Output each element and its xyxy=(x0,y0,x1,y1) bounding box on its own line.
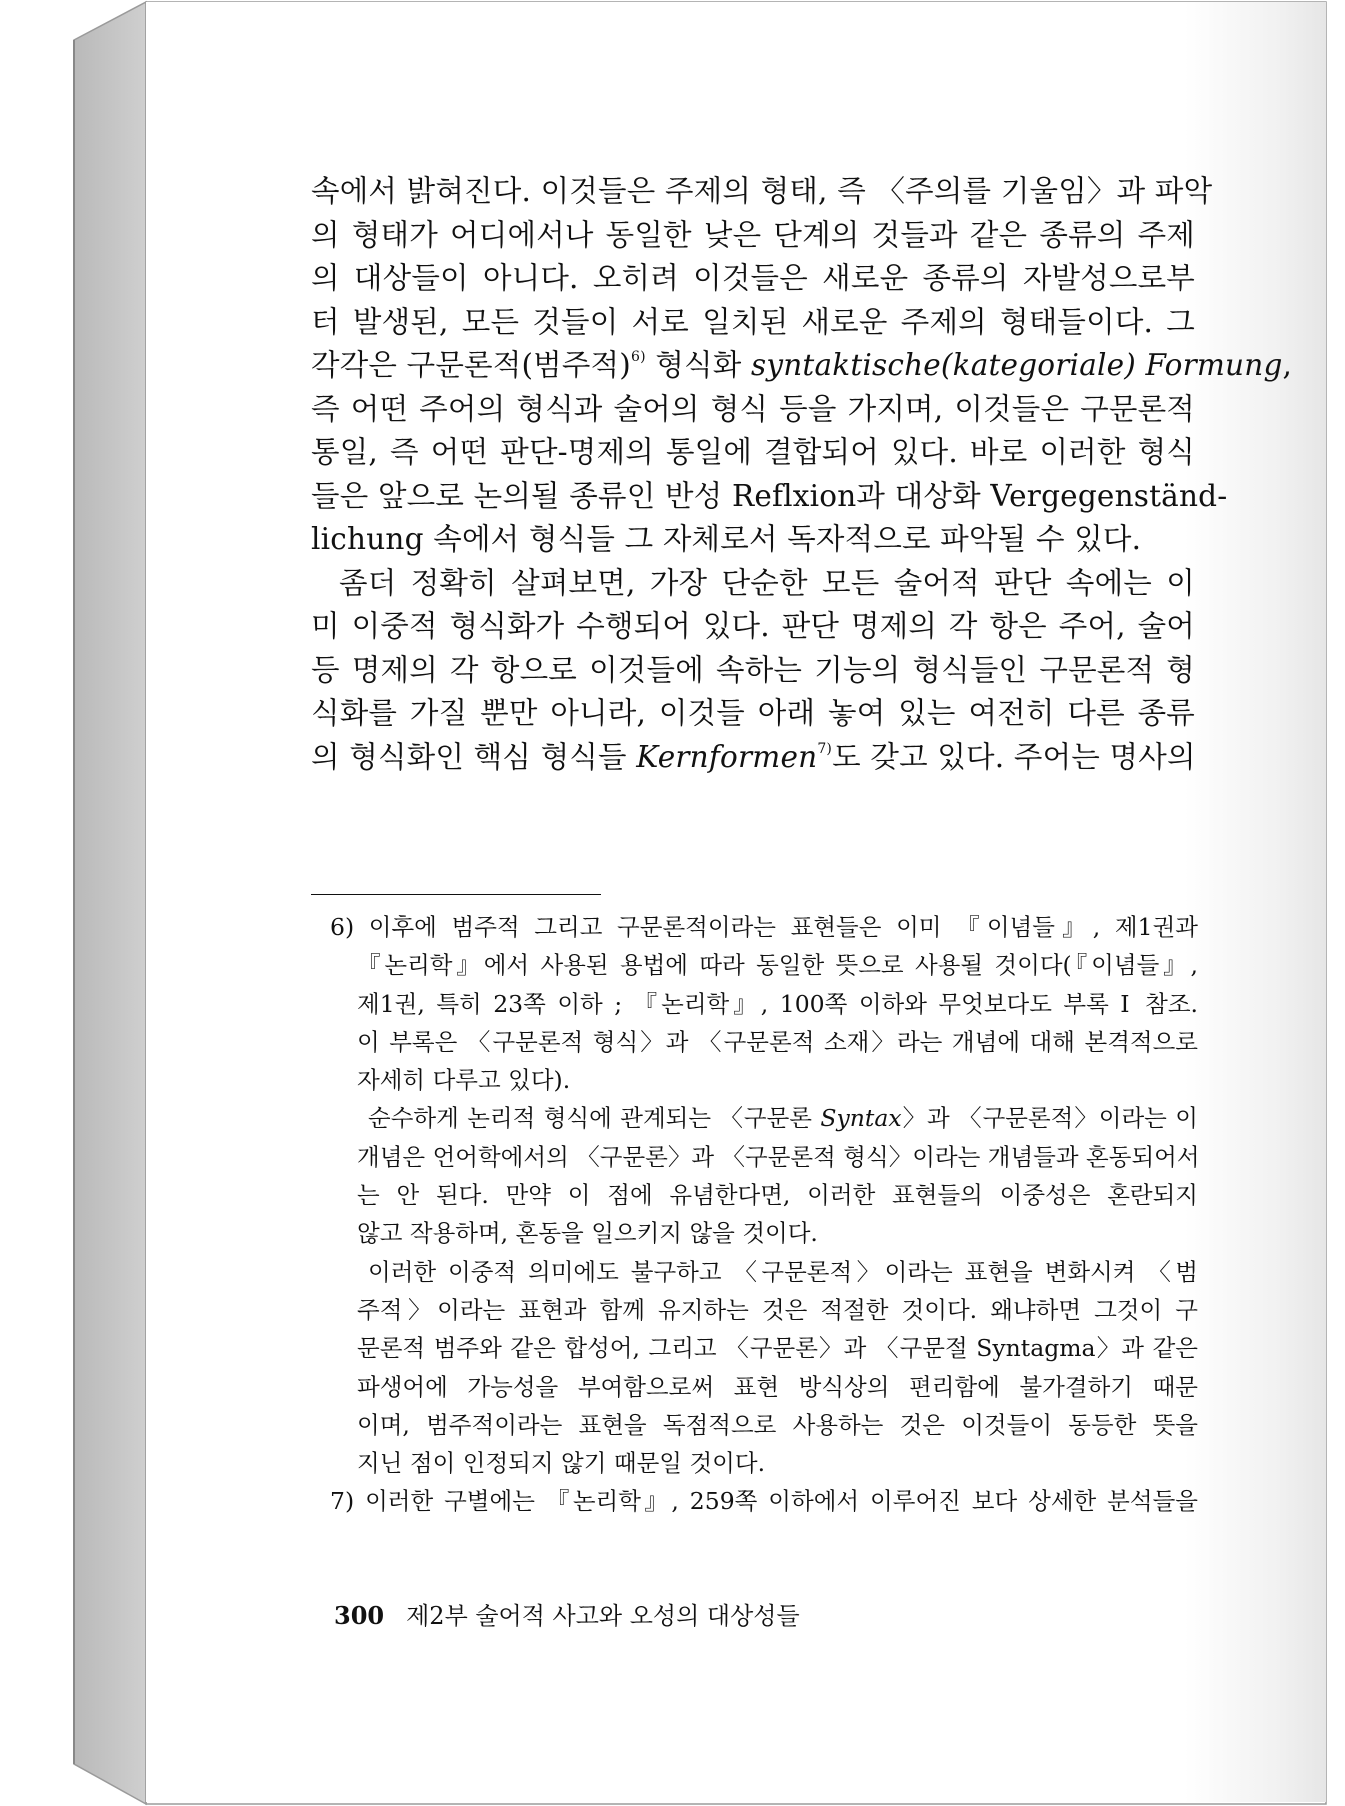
body-line: 속에서 밝혀진다. 이것들은 주제의 형태, 즉 〈주의를 기울임〉과 파악 xyxy=(311,174,1213,208)
main-body-text xyxy=(311,170,1293,779)
body-text-segment: , xyxy=(1282,348,1293,382)
footnote-line: 않고 작용하며, 혼동을 일으키지 않을 것이다. xyxy=(357,1219,818,1248)
footnote-line: 문론적 범주와 같은 합성어, 그리고 〈구문론〉과 〈구문절 Syntagma〉과 같은 xyxy=(357,1334,1198,1363)
body-text-segment: 각각은 구문론적(범주적) xyxy=(311,348,631,382)
footnote-line: 지닌 점이 인정되지 않기 때문일 것이다. xyxy=(357,1449,766,1478)
footnote-line: 는 안 된다. 만약 이 점에 유념한다면, 이러한 표현들의 이중성은 혼란되지 xyxy=(357,1181,1198,1210)
body-line: 식화를 가질 뿐만 아니라, 이것들 아래 놓여 있는 여전히 다른 종류 xyxy=(311,696,1195,730)
running-title: 제2부 술어적 사고와 오성의 대상성들 xyxy=(406,1602,800,1630)
footnote-text-segment: 순수하게 논리적 형식에 관계되는 〈구문론 xyxy=(368,1104,821,1133)
footnote-line: 이러한 이중적 의미에도 불구하고 〈구문론적〉이라는 표현을 변화시켜 〈범 xyxy=(368,1257,1198,1286)
body-line: 의 형태가 어디에서나 동일한 낮은 단계의 것들과 같은 종류의 주제 xyxy=(311,217,1195,252)
footnote-line: 이며, 범주적이라는 표현을 독점적으로 사용하는 것은 이것들이 동등한 뜻을 xyxy=(357,1410,1198,1439)
footnote-line: 7) 이러한 구별에는 『논리학』, 259쪽 이하에서 이루어진 보다 상세한 분석들을 xyxy=(330,1487,1198,1516)
footnote-text-segment: 〉과 〈구문론적〉이라는 이 xyxy=(901,1104,1198,1133)
footnote-line: 개념은 언어학에서의 〈구문론〉과 〈구문론적 형식〉이라는 개념들과 혼동되어서 xyxy=(357,1142,1200,1171)
body-line: 즉 어떤 주어의 형식과 술어의 형식 등을 가지며, 이것들은 구문론적 xyxy=(311,391,1195,426)
body-text-segment: 도 갖고 있다. 주어는 명사의 xyxy=(832,739,1196,774)
footnote-line: 자세히 다루고 있다). xyxy=(357,1066,571,1095)
footnotes xyxy=(330,908,1198,1521)
footnote-line: 제1권, 특히 23쪽 이하 ; 『논리학』, 100쪽 이하와 무엇보다도 부록 Ⅰ 참조. xyxy=(357,989,1198,1018)
body-line: 미 이중적 형식화가 수행되어 있다. 판단 명제의 각 항은 주어, 술어 xyxy=(311,609,1195,643)
page-number: 300 xyxy=(334,1601,385,1630)
body-text-segment: 의 형식화인 핵심 형식들 xyxy=(311,739,637,774)
body-line: 의 대상들이 아니다. 오히려 이것들은 새로운 종류의 자발성으로부 xyxy=(311,261,1195,295)
page-footer xyxy=(334,1596,800,1631)
footnote-line: 주적〉이라는 표현과 함께 유지하는 것은 적절한 것이다. 왜냐하면 그것이 구 xyxy=(357,1295,1198,1324)
foreign-term: Kernformen xyxy=(636,739,818,774)
footnote-line: 『논리학』에서 사용된 용법에 따라 동일한 뜻으로 사용될 것이다(『이념들』, xyxy=(357,951,1198,980)
footnote-line: 6) 이후에 범주적 그리고 구문론적이라는 표현들은 이미 『이념들』, 제1권과 xyxy=(330,913,1198,941)
footnote-separator xyxy=(311,894,601,895)
body-line: 통일, 즉 어떤 판단-명제의 통일에 결합되어 있다. 바로 이러한 형식 xyxy=(311,435,1195,469)
foreign-term: Syntax xyxy=(820,1104,902,1133)
footnote-line: 파생어에 가능성을 부여함으로써 표현 방식상의 편리함에 불가결하기 때문 xyxy=(357,1372,1198,1401)
body-line: 좀더 정확히 살펴보면, 가장 단순한 모든 술어적 판단 속에는 이 xyxy=(339,565,1195,600)
footnote-ref-6: 6) xyxy=(630,349,646,365)
book-spine xyxy=(74,2,146,1804)
body-line: 들은 앞으로 논의될 종류인 반성 Reflxion과 대상화 Vergegenständ- xyxy=(311,478,1228,513)
body-line xyxy=(311,344,1293,388)
body-line: lichung 속에서 형식들 그 자체로서 독자적으로 파악될 수 있다. xyxy=(311,522,1142,556)
footnote-line: 이 부록은 〈구문론적 형식〉과 〈구문론적 소재〉라는 개념에 대해 본격적으로 xyxy=(357,1027,1198,1056)
foreign-term: syntaktische(kategoriale) Formung xyxy=(751,348,1283,382)
body-line: 등 명제의 각 항으로 이것들에 속하는 기능의 형식들인 구문론적 형 xyxy=(311,652,1195,687)
body-line: 터 발생된, 모든 것들이 서로 일치된 새로운 주제의 형태들이다. 그 xyxy=(311,304,1195,339)
footnote-ref-7: 7) xyxy=(817,740,833,757)
footnote-line xyxy=(330,1099,1198,1137)
body-line xyxy=(311,736,1195,780)
body-text-segment: 형식화 xyxy=(645,348,751,382)
